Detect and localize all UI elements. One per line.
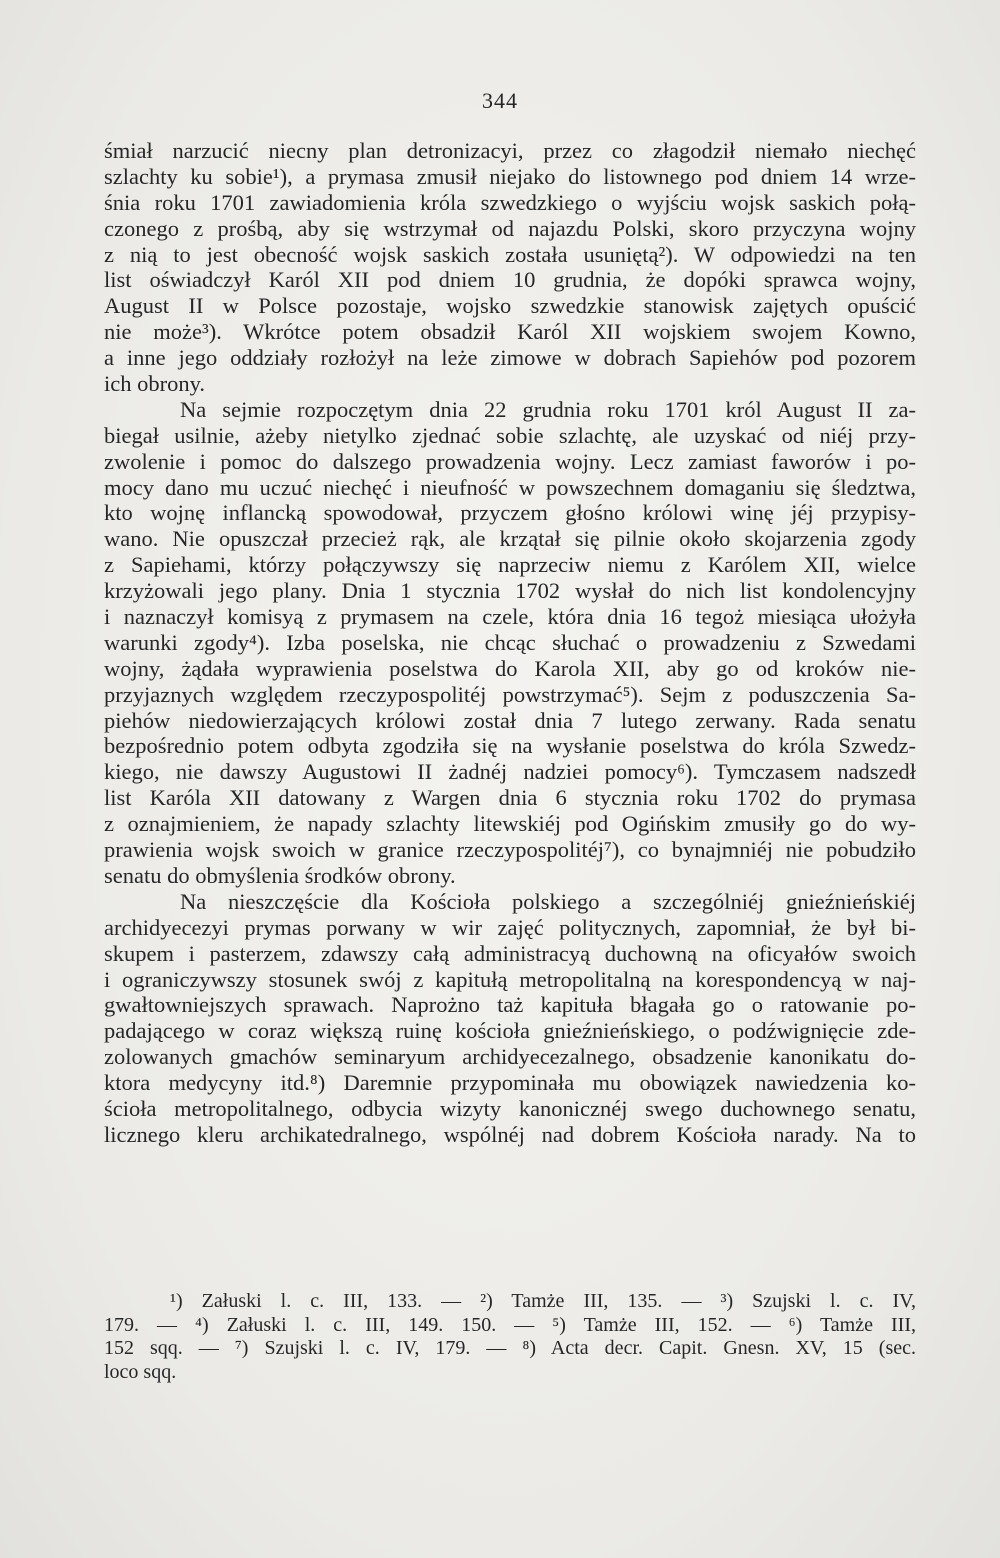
text-line: ścioła metropolitalnego, odbycia wizyty kanonicznéj swego duchownego senatu, [104,1095,916,1121]
text-line: zolowanych gmachów seminaryum archidyecezalnego, obsadzenie kanonikatu do- [104,1044,916,1070]
text-line: i naznaczył komisyą z prymasem na czele, która dnia 16 tegoż miesiąca ułożyła [104,604,916,630]
text-line: gwałtowniejszych sprawach. Naprożno taż kapituła błagała go o ratowanie po- [104,992,916,1018]
text-line: czonego z prośbą, aby się wstrzymał od najazdu Polski, skoro przyczyna wojny [104,215,916,241]
text-line: śmiał narzucić niecny plan detronizacyi, przez co złagodził niemało niechęć [104,138,916,163]
text-line: kiego, nie dawszy Augustowi II żadnéj nadziei pomocy⁶). Tymczasem nadszedł [104,759,916,785]
text-line: Na sejmie rozpoczętym dnia 22 grudnia roku 1701 król August II za- [180,396,916,422]
text-line: ich obrony. [104,371,206,397]
text-line: list oświadczył Karól XII pod dniem 10 grudnia, że dopóki sprawca wojny, [104,267,916,293]
text-line: wano. Nie opuszczał przecież rąk, ale krzątał się pilnie około skojarzenia zgody [104,526,916,552]
text-line: wojny, żądała wyprawienia poselstwa do Karola XII, aby go od kroków nie- [104,655,916,681]
footnote-line: 179. — ⁴) Załuski l. c. III, 149. 150. — ⁵) Tamże III, 152. — ⁶) Tamże III, [104,1313,916,1336]
text-line: biegał usilnie, ażeby nietylko zjednać sobie szlachtę, ale uzyskać od niéj przy- [104,422,916,448]
text-line: a inne jego oddziały rozłożył na leże zimowe w dobrach Sapiehów pod pozorem [104,345,916,371]
text-line: list Karóla XII datowany z Wargen dnia 6 stycznia roku 1702 do prymasa [104,785,916,811]
text-line: Na nieszczęście dla Kościoła polskiego a szczególniéj gnieźnieńskiéj [180,888,916,914]
text-line: August II w Polsce pozostaje, wojsko szwedzkie stanowisk zajętych opuścić [104,293,916,319]
text-line: z oznajmieniem, że napady szlachty litewskiéj pod Ogińskim zmusiły go do wy- [104,811,916,837]
text-line: bezpośrednio potem odbyta zgodziła się na wysłanie poselstwa do króla Szwedz- [104,733,916,759]
text-line: i ograniczywszy stosunek swój z kapitułą metropolitalną na korespondencyą w naj- [104,966,916,992]
text-line: kto wojnę inflancką spowodował, przyczem głośno królowi winę jéj przypisy- [104,500,916,526]
text-line: z Sapiehami, którzy połączywszy się naprzeciw niemu z Karólem XII, wielce [104,552,916,578]
text-line: archidyecezyi prymas porwany w wir zajęć politycznych, zapomniał, że był bi- [104,914,916,940]
text-line: skupem i pasterzem, zdawszy całą administracyą duchowną na oficyałów swoich [104,940,916,966]
footnote-line: 152 sqq. — ⁷) Szujski l. c. IV, 179. — ⁸) Acta decr. Capit. Gnesn. XV, 15 (sec. [104,1337,916,1359]
text-line: warunki zgody⁴). Izba poselska, nie chcąc słuchać o prowadzeniu z Szwedami [104,629,916,655]
text-line: nie może³). Wkrótce potem obsadził Karól XII wojskiem swojem Kowno, [104,319,916,345]
text-line: licznego kleru archikatedralnego, wspólnéj nad dobrem Kościoła narady. Na to [104,1121,916,1147]
text-line: ktora medycyny itd.⁸) Daremnie przypominała mu obowiązek nawiedzenia ko- [104,1070,916,1096]
text-line: padającego w coraz większą ruinę kościoła gnieźnieńskiego, o podźwignięcie zde- [104,1018,916,1044]
text-line: senatu do obmyślenia środków obrony. [104,862,456,888]
body-text [104,138,916,1148]
text-line: przyjaznych względem rzeczypospolitéj powstrzymać⁵). Sejm z poduszczenia Sa- [104,681,916,707]
text-line: śnia roku 1701 zawiadomienia króla szwedzkiego o wyjściu wojsk saskich połą- [104,189,916,215]
text-line: krzyżowali jego plany. Dnia 1 stycznia 1702 wysłał do nich list kondolencyjny [104,578,916,604]
text-line: szlachty ku sobie¹), a prymasa zmusił niejako do listownego pod dniem 14 wrze- [104,163,916,189]
text-line: z nią to jest obecność wojsk saskich została usuniętą²). W odpowiedzi na ten [104,241,916,267]
page-number: 344 [482,88,518,113]
footnotes [104,1290,916,1384]
text-line: mocy dano mu uczuć niechęć i nieufność w powszechnem domaganiu się śledztwa, [104,474,916,500]
footnote-line: loco sqq. [104,1360,177,1383]
text-line: piehów niedowierzających królowi został dnia 7 lutego zerwany. Rada senatu [104,707,916,733]
footnote-line: ¹) Załuski l. c. III, 133. — ²) Tamże III, 135. — ³) Szujski l. c. IV, [170,1290,916,1312]
text-line: prawienia wojsk swoich w granice rzeczypospolitéj⁷), co bynajmniéj nie pobudziło [104,837,916,863]
text-line: zwolenie i pomoc do dalszego prowadzenia wojny. Lecz zamiast faworów i po- [104,448,916,474]
